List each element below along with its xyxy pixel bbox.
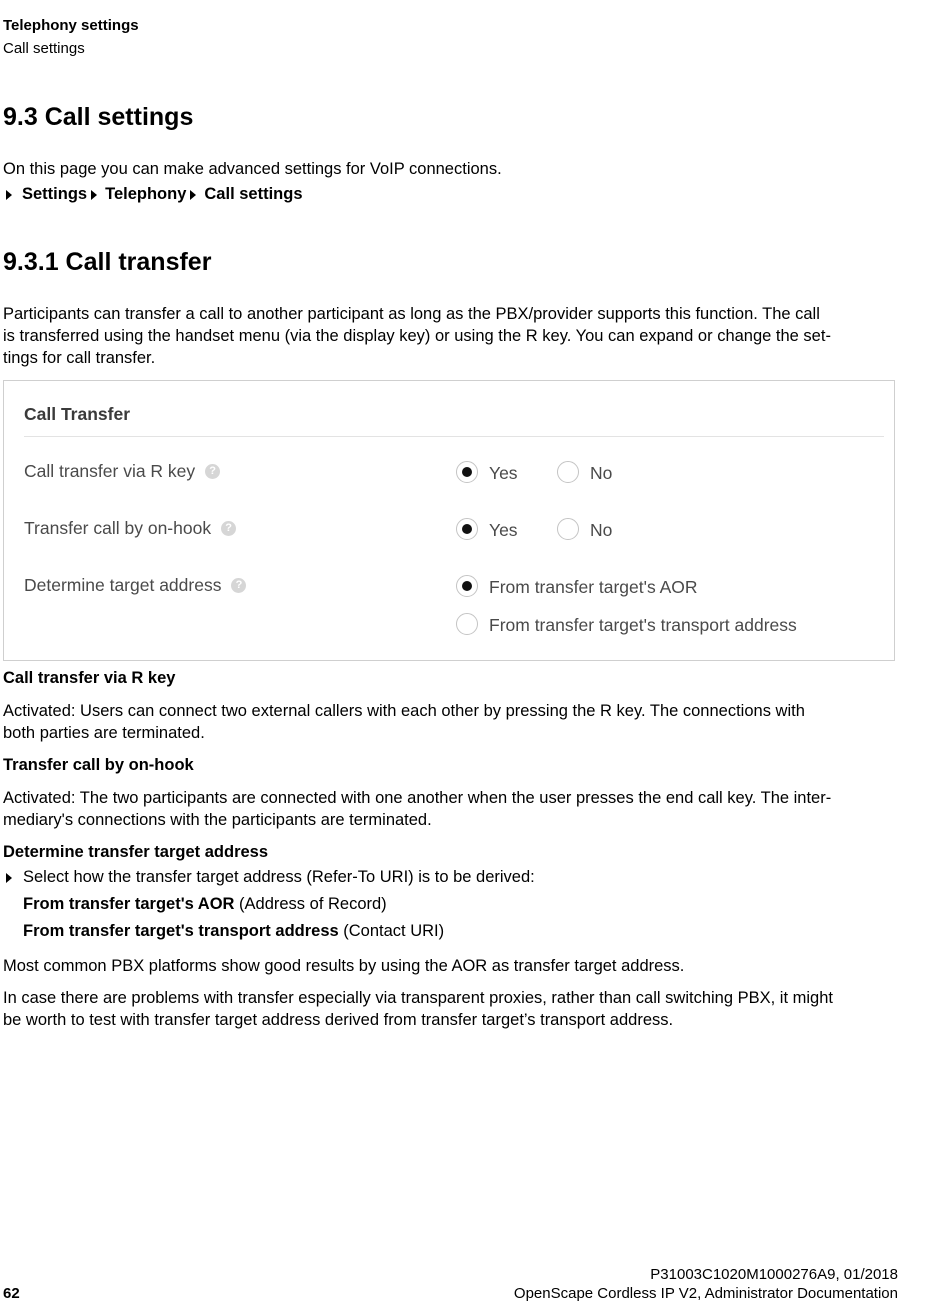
breadcrumb-item-settings: Settings (22, 185, 88, 203)
desc-target-note-1: Most common PBX platforms show good results by using the AOR as transfer target address. (3, 957, 685, 975)
radio-r-key-yes[interactable] (456, 461, 478, 483)
option-transport-bold: From transfer target's transport address (23, 922, 339, 940)
arrow-right-icon (6, 873, 12, 883)
footer-doc-id: P31003C1020M1000276A9, 01/2018 (650, 1266, 898, 1283)
section-intro: On this page you can make advanced settings for VoIP connections. (3, 160, 502, 178)
option-r-key-no: No (590, 463, 613, 483)
label-determine-target-address (24, 575, 246, 596)
desc-title-r-key: Call transfer via R key (3, 669, 176, 687)
panel-title: Call Transfer (24, 404, 131, 424)
option-on-hook-yes: Yes (489, 520, 518, 540)
section-heading: 9.3 Call settings (3, 103, 194, 131)
radio-on-hook-no[interactable] (557, 518, 579, 540)
help-icon[interactable]: ? (231, 578, 246, 593)
desc-target-instruction (3, 868, 535, 887)
footer-page-number: 62 (3, 1285, 20, 1302)
desc-r-key-line-2: both parties are terminated. (3, 724, 205, 742)
desc-title-target: Determine transfer target address (3, 843, 269, 861)
arrow-right-icon (190, 190, 196, 200)
desc-target-note-2-line-1: In case there are problems with transfer especially via transparent proxies, rather than call switching PBX, it might (3, 989, 833, 1007)
arrow-right-icon (6, 190, 12, 200)
radio-on-hook-yes[interactable] (456, 518, 478, 540)
running-header-section: Call settings (3, 40, 85, 57)
instruction-text: Select how the transfer target address (Refer-To URI) is to be derived: (23, 868, 535, 886)
subsection-intro-line-1: Participants can transfer a call to another participant as long as the PBX/provider supports this function. The call (3, 305, 820, 323)
desc-target-option-transport (23, 922, 444, 941)
desc-target-note-2-line-2: be worth to test with transfer target address derived from transfer target’s transport address. (3, 1011, 674, 1029)
breadcrumb-item-telephony: Telephony (105, 185, 187, 203)
desc-on-hook-line-1: Activated: The two participants are connected with one another when the user presses the end call key. The inter- (3, 789, 832, 807)
label-text: Transfer call by on-hook (24, 518, 212, 538)
option-on-hook-no: No (590, 520, 613, 540)
desc-r-key-line-1: Activated: Users can connect two external callers with each other by pressing the R key. The connections with (3, 702, 805, 720)
radio-target-aor[interactable] (456, 575, 478, 597)
breadcrumb (3, 185, 303, 204)
option-r-key-yes: Yes (489, 463, 518, 483)
subsection-intro-line-2: is transferred using the handset menu (via the display key) or using the R key. You can expand or change the set- (3, 327, 831, 345)
help-icon[interactable]: ? (205, 464, 220, 479)
label-text: Call transfer via R key (24, 461, 196, 481)
radio-r-key-no[interactable] (557, 461, 579, 483)
option-aor-bold: From transfer target's AOR (23, 895, 235, 913)
label-transfer-on-hook (24, 518, 236, 539)
breadcrumb-item-call-settings: Call settings (204, 185, 303, 203)
call-transfer-panel (3, 380, 895, 661)
option-target-transport: From transfer target's transport address (489, 615, 797, 635)
help-icon[interactable]: ? (221, 521, 236, 536)
arrow-right-icon (91, 190, 97, 200)
running-header-chapter: Telephony settings (3, 17, 139, 34)
panel-divider (24, 436, 884, 437)
option-transport-rest: (Contact URI) (338, 922, 445, 940)
label-call-transfer-r-key (24, 461, 220, 482)
footer-doc-title: OpenScape Cordless IP V2, Administrator Documentation (513, 1285, 898, 1302)
subsection-intro-line-3: tings for call transfer. (3, 349, 156, 367)
radio-target-transport[interactable] (456, 613, 478, 635)
desc-title-on-hook: Transfer call by on-hook (3, 756, 194, 774)
option-target-aor: From transfer target's AOR (489, 577, 698, 597)
option-aor-rest: (Address of Record) (234, 895, 387, 913)
desc-on-hook-line-2: mediary's connections with the participants are terminated. (3, 811, 432, 829)
label-text: Determine target address (24, 575, 222, 595)
subsection-heading: 9.3.1 Call transfer (3, 248, 212, 276)
desc-target-option-aor (23, 895, 387, 914)
